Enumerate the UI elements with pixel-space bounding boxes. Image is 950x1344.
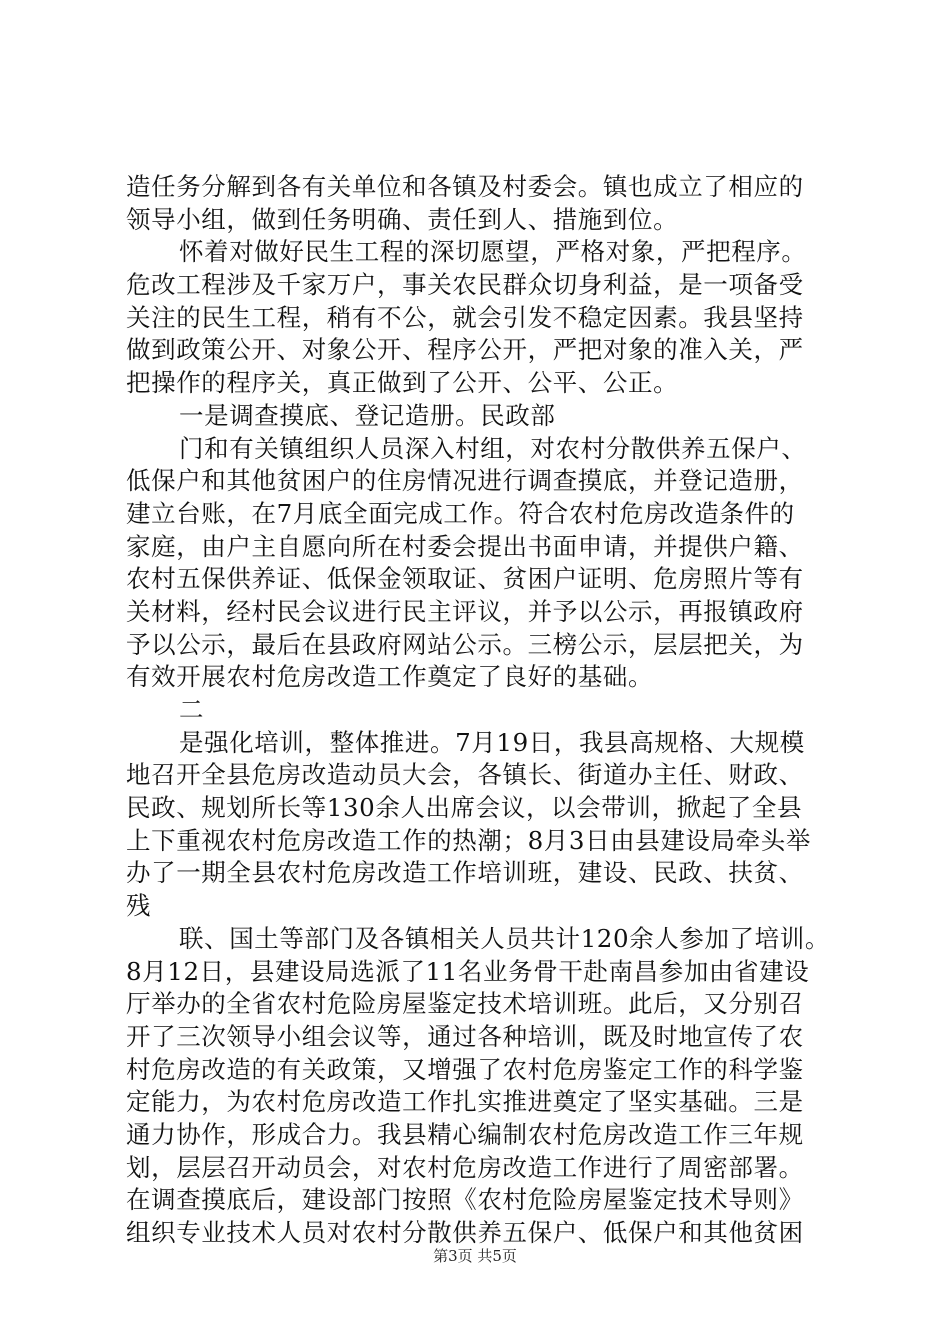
text-line: 把操作的程序关，真正做到了公开、公平、公正。 bbox=[126, 368, 679, 398]
text-line: 8月12日，县建设局选派了11名业务骨干赴南昌参加由省建设 bbox=[126, 956, 810, 986]
body-text bbox=[126, 171, 836, 1250]
text-line: 危改工程涉及千家万户，事关农民群众切身利益，是一项备受 bbox=[126, 270, 804, 300]
text-line: 关材料，经村民会议进行民主评议，并予以公示，再报镇政府 bbox=[126, 596, 804, 626]
text-line: 家庭，由户主自愿向所在村委会提出书面申请，并提供户籍、 bbox=[126, 531, 804, 561]
text-line: 造任务分解到各有关单位和各镇及村委会。镇也成立了相应的 bbox=[126, 172, 804, 201]
text-line: 领导小组，做到任务明确、责任到人、措施到位。 bbox=[126, 204, 679, 234]
text-line: 地召开全县危房改造动员大会，各镇长、街道办主任、财政、 bbox=[126, 760, 804, 790]
text-line: 办了一期全县农村危房改造工作培训班，建设、民政、扶贫、 bbox=[126, 858, 804, 888]
text-line: 予以公示，最后在县政府网站公示。三榜公示，层层把关，为 bbox=[126, 629, 804, 659]
text-line: 怀着对做好民生工程的深切愿望，严格对象，严把程序。 bbox=[179, 237, 807, 267]
text-line: 民政、规划所长等130余人出席会议，以会带训，掀起了全县 bbox=[126, 793, 803, 823]
text-line: 定能力，为农村危房改造工作扎实推进奠定了坚实基础。三是 bbox=[126, 1087, 804, 1117]
text-line: 农村五保供养证、低保金领取证、贫困户证明、危房照片等有 bbox=[126, 564, 804, 594]
text-line: 一是调查摸底、登记造册。民政部 bbox=[179, 400, 556, 430]
text-line: 组织专业技术人员对农村分散供养五保户、低保户和其他贫困 bbox=[126, 1218, 804, 1247]
text-line: 门和有关镇组织人员深入村组，对农村分散供养五保户、 bbox=[179, 433, 807, 463]
text-line: 开了三次领导小组会议等，通过各种培训，既及时地宣传了农 bbox=[126, 1021, 804, 1051]
text-line: 在调查摸底后，建设部门按照《农村危险房屋鉴定技术导则》 bbox=[126, 1185, 804, 1215]
text-line: 村危房改造的有关政策，又增强了农村危房鉴定工作的科学鉴 bbox=[126, 1054, 804, 1084]
text-line: 二 bbox=[179, 695, 205, 724]
text-line: 做到政策公开、对象公开、程序公开，严把对象的准入关，严 bbox=[126, 335, 804, 365]
text-line: 厅举办的全省农村危险房屋鉴定技术培训班。此后，又分别召 bbox=[126, 989, 804, 1019]
text-line: 是强化培训，整体推进。7月19日，我县高规格、大规模 bbox=[179, 727, 805, 757]
text-line: 上下重视农村危房改造工作的热潮；8月3日由县建设局牵头举 bbox=[126, 825, 811, 855]
text-line: 通力协作，形成合力。我县精心编制农村危房改造工作三年规 bbox=[126, 1119, 804, 1149]
text-line: 联、国土等部门及各镇相关人员共计120余人参加了培训。 bbox=[179, 923, 830, 953]
text-line: 建立台账，在7月底全面完成工作。符合农村危房改造条件的 bbox=[126, 498, 795, 528]
text-line: 有效开展农村危房改造工作奠定了良好的基础。 bbox=[126, 662, 654, 692]
text-line: 关注的民生工程，稍有不公，就会引发不稳定因素。我县坚持 bbox=[126, 302, 804, 332]
text-line: 划，层层召开动员会，对农村危房改造工作进行了周密部署。 bbox=[126, 1152, 804, 1182]
text-line: 低保户和其他贫困户的住房情况进行调查摸底，并登记造册， bbox=[126, 466, 804, 496]
text-line: 残 bbox=[126, 891, 152, 921]
page-footer: 第3页 共5页 bbox=[433, 1247, 517, 1265]
